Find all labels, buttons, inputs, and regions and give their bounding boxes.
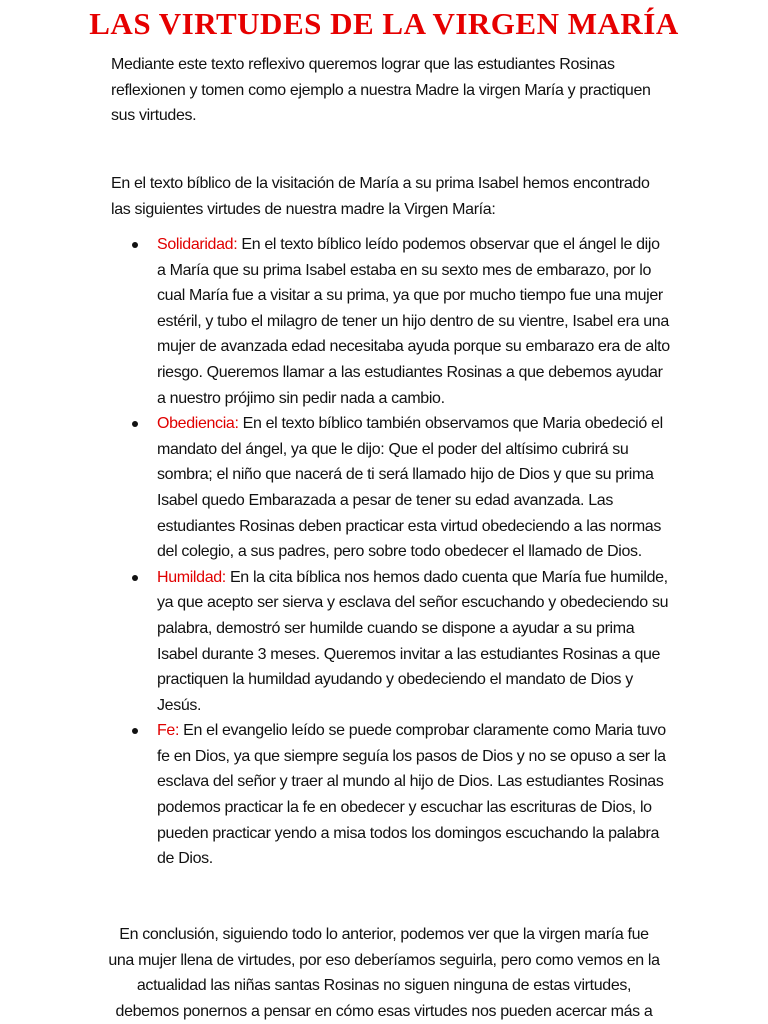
lead-paragraph: En el texto bíblico de la visitación de María a su prima Isabel hemos encontrado las siguientes virtudes de nuestra madre la Virgen María: bbox=[111, 175, 650, 218]
virtue-text: En el texto bíblico también observamos que Maria obedeció el mandato del ángel, ya que le dijo: Que el poder del altísimo cubrirá su sombra; el niño que nacerá de ti será llamado hijo de Dios y que su prima Isabel quedo Embarazada a pesar de tener su edad avanzada. Las estudiantes Rosinas deben practicar esta virtud obedeciendo a las normas del colegio, a sus padres, pero sobre todo obedecer el llamado de Dios. bbox=[157, 415, 663, 561]
bullet-dot-icon bbox=[132, 728, 138, 734]
virtue-term: Humildad: bbox=[157, 568, 226, 586]
virtue-text: En el texto bíblico leído podemos observar que el ángel le dijo a María que su prima Isabel estaba en su sexto mes de embarazo, por lo cual María fue a visitar a su prima, ya que por mucho tiempo fue una mujer estéril, y tubo el milagro de tener un hijo dentro de su vientre, Isabel era una mujer de avanzada edad necesitaba ayuda porque su embarazo era de alto riesgo. Queremos llamar a las estudiantes Rosinas a que debemos ayudar a nuestro prójimo sin pedir nada a cambio. bbox=[157, 236, 670, 407]
document-title: LAS VIRTUDES DE LA VIRGEN MARÍA bbox=[89, 6, 679, 41]
virtue-item-obediencia bbox=[111, 411, 671, 565]
virtue-item-solidaridad bbox=[111, 232, 671, 411]
virtue-term: Solidaridad: bbox=[157, 236, 238, 253]
bullet-dot-icon bbox=[132, 421, 138, 427]
virtue-text: En la cita bíblica nos hemos dado cuenta que María fue humilde, ya que acepto ser sierva y esclava del señor escuchando y obedeciendo su palabra, demostró ser humilde cuando se dispone a ayudar a su prima Isabel durante 3 meses. Queremos invitar a las estudiantes Rosinas a que practiquen la humildad ayudando y obedeciendo el mandato de Dios y Jesús. bbox=[157, 568, 669, 714]
virtue-item-fe bbox=[111, 718, 671, 872]
bullet-dot-icon bbox=[132, 242, 138, 248]
virtue-term: Obediencia: bbox=[157, 415, 239, 433]
conclusion-paragraph: En conclusión, siguiendo todo lo anterior, podemos ver que la virgen maría fue una mujer llena de virtudes, por eso deberíamos seguirla, pero como vemos en la actualidad las niñas santas Rosinas no siguen ninguna de estas virtudes, debemos ponernos a pensar en cómo esas virtudes nos pueden acercar más a bbox=[108, 926, 660, 1020]
virtue-term: Fe: bbox=[157, 722, 180, 740]
virtues-list bbox=[111, 232, 671, 872]
virtue-text: En el evangelio leído se puede comprobar claramente como Maria tuvo fe en Dios, ya que siempre seguía los pasos de Dios y no se opuso a ser la esclava del señor y traer al mundo al hijo de Dios. Las estudiantes Rosinas podemos practicar la fe en obedecer y escuchar las escrituras de Dios, lo pueden practicar yendo a misa todos los domingos escuchando la palabra de Dios. bbox=[157, 722, 666, 868]
virtue-item-humildad bbox=[111, 565, 671, 719]
bullet-dot-icon bbox=[132, 575, 138, 581]
intro-paragraph: Mediante este texto reflexivo queremos lograr que las estudiantes Rosinas reflexionen y tomen como ejemplo a nuestra Madre la virgen María y practiquen sus virtudes. bbox=[111, 56, 651, 125]
